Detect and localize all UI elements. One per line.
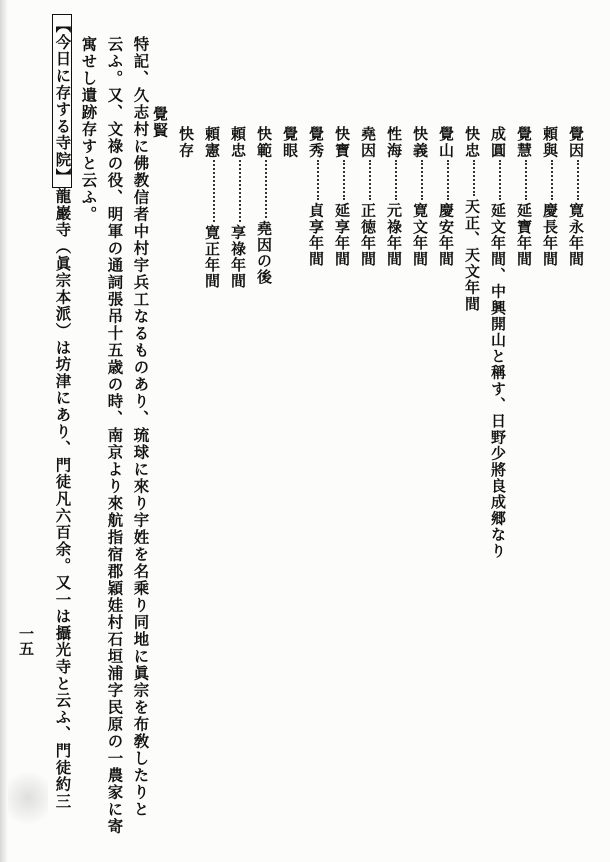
dot-leader [369,160,375,200]
dot-leader [551,160,557,200]
priest-name: 快義 [411,126,429,159]
entry-row [308,126,323,267]
priest-name: 堯因 [359,126,377,159]
priest-name: 頼與 [541,126,559,159]
section-label: 【今日に存する寺院】 [52,14,72,188]
priest-period: 寛永年間 [567,202,585,268]
dot-leader [317,160,323,200]
priest-name: 成圓 [489,126,507,159]
priest-name: 覺賢 [151,106,169,139]
priest-period: 元祿年間 [385,202,403,268]
priest-period: 延文年間、中興開山と稱す、日野少將良成郷なり [489,202,507,559]
dot-leader [213,160,219,222]
priest-name: 快寶 [333,126,351,159]
dot-leader [421,160,427,200]
priest-period: 天正、天文年間 [463,198,481,312]
priest-period: 延寶年間 [515,202,533,268]
entry-row [282,126,297,158]
dot-leader [239,160,245,222]
priest-name: 覺秀 [307,126,325,159]
dot-leader [499,160,505,200]
priest-name: 快忠 [463,126,481,159]
entry-row [412,126,427,267]
priest-name: 性海 [385,126,403,159]
page-edge-shadow [0,0,8,862]
priest-name: 快範 [255,126,273,159]
entry-row [438,126,453,267]
entry-row [516,126,531,267]
page-number: 一五 [17,626,35,656]
dot-leader [265,160,271,218]
priest-period: 正徳年間 [359,202,377,268]
dot-leader [577,160,583,200]
priest-name: 頼憲 [203,126,221,159]
note-line-1: 特記、久志村に佛教信者中村宇兵工なるものあり、琉球に來り宇姓を名乘り同地に眞宗を布敎したりと [131,36,150,818]
priest-name: 覺慧 [515,126,533,159]
entry-row [178,126,193,158]
priest-name: 覺眼 [281,126,299,159]
entry-row [152,106,167,138]
entry-row [542,126,557,267]
entry-row [256,126,271,285]
priest-name: 覺因 [567,126,585,159]
entry-row [204,126,219,289]
entry-row [464,126,479,312]
section-line [53,14,72,810]
dot-leader [447,160,453,200]
entry-row [490,126,505,559]
print-smudge [8,768,48,828]
priest-name: 覺山 [437,126,455,159]
note-line-3: 寓せし遺跡存すと云ふ。 [79,36,98,223]
priest-period: 堯因の後 [255,220,273,286]
dot-leader [473,160,479,196]
dot-leader [343,160,349,200]
priest-period: 寛文年間 [411,202,429,268]
entry-row [360,126,375,267]
entry-row [386,126,401,267]
priest-period: 寛正年間 [203,224,221,290]
priest-period: 貞享年間 [307,202,325,268]
priest-name: 頼忠 [229,126,247,159]
entry-row [230,126,245,289]
priest-period: 享祿年間 [229,224,247,290]
priest-period: 慶長年間 [541,202,559,268]
entry-row [334,126,349,267]
priest-period: 延享年間 [333,202,351,268]
entry-row [568,126,583,267]
dot-leader [525,160,531,200]
section-text: 龍巖寺（眞宗本派）は坊津にあり、門徒凡六百余。又一は攝光寺と云ふ、門徒約三 [53,188,72,810]
dot-leader [395,160,401,200]
note-line-2: 云ふ。又、文祿の役、明軍の通詞張吊十五歳の時、南京より來航指宿郡穎娃村石垣浦字民原の一農家に寄 [105,36,124,835]
priest-period: 慶安年間 [437,202,455,268]
priest-name: 快存 [177,126,195,159]
